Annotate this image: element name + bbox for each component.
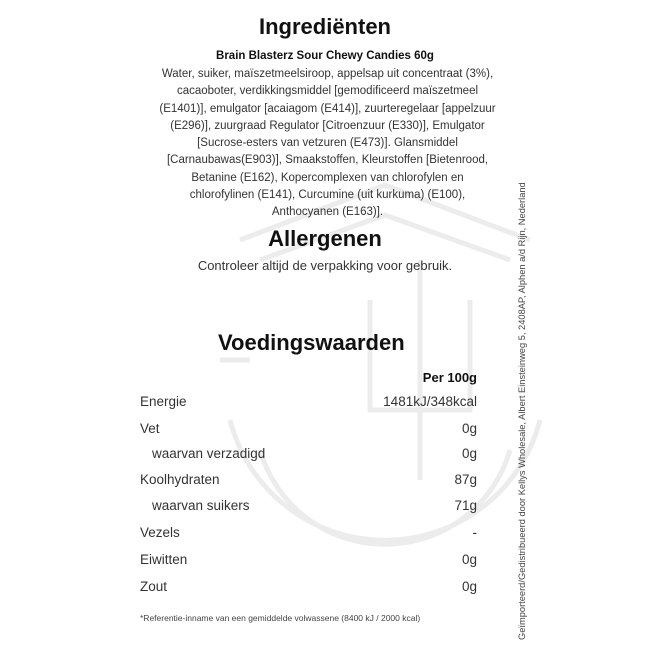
allergens-title: Allergenen: [268, 226, 382, 251]
nutrition-label: Vezels: [140, 525, 180, 540]
ingredients-line: Anthocyanen (E163)].: [271, 206, 384, 219]
ingredients-line: (E296)], zuurgraad Regulator [Citroenzuur (E330)], Emulgator: [170, 119, 485, 132]
nutrition-value: 0g: [461, 579, 477, 594]
nutrition-value: 1481kJ/348kcal: [383, 394, 477, 409]
importer-text: Geïmporteerd/Gedistribueerd door Kellys Wholesale, Albert Einsteinweg 5, 2408AP, Alphen a/d Rijn, Nederland: [517, 182, 527, 640]
nutrition-row-zout: [140, 579, 477, 599]
nutrition-row-eiwitten: [140, 552, 477, 572]
nutrition-value: -: [472, 525, 477, 540]
ingredients-line: [Carnaubawas(E903)], Smaakstoffen, Kleurstoffen [Bietenrood,: [166, 154, 489, 167]
nutrition-column-header: Per 100g: [422, 370, 477, 385]
nutrition-value: 87g: [454, 472, 477, 487]
nutrition-value: 0g: [461, 421, 477, 436]
nutrition-value: 0g: [461, 446, 477, 461]
nutrition-label: waarvan verzadigd: [152, 446, 266, 461]
nutrition-footnote: *Referentie-inname van een gemiddelde volwassene (8400 kJ / 2000 kcal): [140, 613, 421, 623]
nutrition-label: Zout: [140, 579, 168, 594]
nutrition-row-energie: [140, 394, 477, 414]
nutrition-title: Voedingswaarden: [218, 330, 405, 355]
ingredients-line: cacaoboter, verdikkingsmiddel [gemodificeerd maïszetmeel: [176, 85, 479, 98]
nutrition-label: Eiwitten: [140, 552, 188, 567]
nutrition-label: waarvan suikers: [152, 498, 250, 513]
ingredients-line: [Sucrose-esters van vetzuren (E473)]. Glansmiddel: [197, 137, 458, 150]
ingredients-line: chlorofylinen (E141), Curcumine (uit kurkuma) (E100),: [189, 189, 466, 202]
nutrition-label: Vet: [140, 421, 160, 436]
ingredients-line: (E1401)], emulgator [acaiagom (E414)], zuurteregelaar [appelzuur: [159, 102, 496, 115]
ingredients-title: Ingrediënten: [258, 14, 391, 39]
ingredients-line: Water, suiker, maïszetmeelsiroop, appelsap uit concentraat (3%),: [161, 68, 494, 80]
ingredients-text: [140, 66, 515, 222]
nutrition-label: Energie: [140, 394, 187, 409]
nutrition-value: 71g: [454, 498, 477, 513]
nutrition-label: Koolhydraten: [140, 472, 220, 487]
nutrition-row-verzadigd: [140, 446, 477, 466]
nutrition-value: 0g: [461, 552, 477, 567]
nutrition-row-koolhydraten: [140, 472, 477, 492]
product-name: Brain Blasterz Sour Chewy Candies 60g: [216, 50, 434, 62]
nutrition-row-vezels: [140, 525, 477, 545]
nutrition-row-suikers: [140, 498, 477, 518]
allergens-text: Controleer altijd de verpakking voor gebruik.: [197, 258, 453, 273]
ingredients-line: Betanine (E162), Kopercomplexen van chlorofylen en: [191, 171, 464, 184]
nutrition-row-vet: [140, 421, 477, 441]
